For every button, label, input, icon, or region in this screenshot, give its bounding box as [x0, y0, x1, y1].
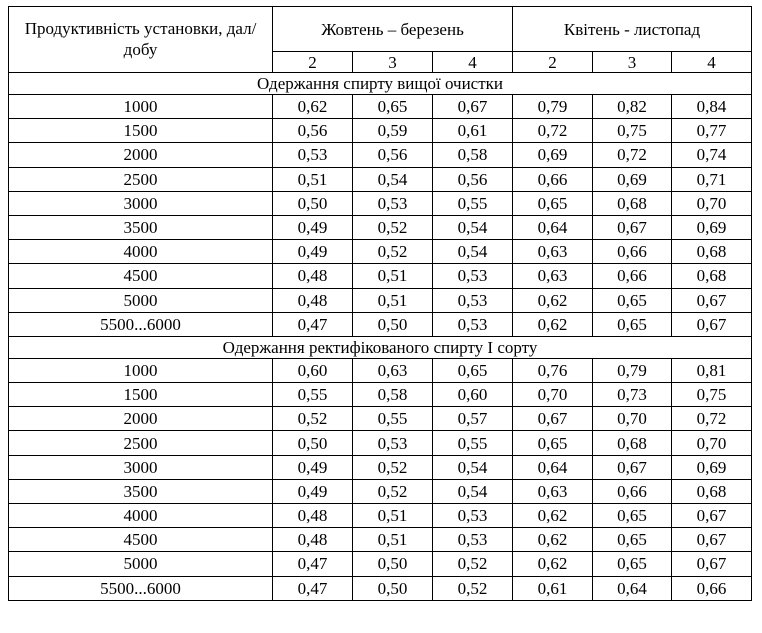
value-cell: 0,53 — [353, 191, 433, 215]
value-cell: 0,70 — [513, 383, 593, 407]
value-cell: 0,53 — [433, 504, 513, 528]
table-row — [9, 143, 752, 167]
value-cell: 0,60 — [433, 383, 513, 407]
table-row — [9, 312, 752, 336]
value-cell: 0,72 — [513, 119, 593, 143]
value-cell: 0,54 — [433, 215, 513, 239]
productivity-cell: 1000 — [9, 95, 273, 119]
value-cell: 0,65 — [353, 95, 433, 119]
value-cell: 0,53 — [273, 143, 353, 167]
column-number: 4 — [433, 52, 513, 73]
value-cell: 0,49 — [273, 479, 353, 503]
value-cell: 0,62 — [513, 312, 593, 336]
value-cell: 0,79 — [513, 95, 593, 119]
value-cell: 0,50 — [273, 191, 353, 215]
value-cell: 0,51 — [353, 528, 433, 552]
table-row — [9, 264, 752, 288]
value-cell: 0,67 — [672, 528, 752, 552]
value-cell: 0,68 — [593, 431, 672, 455]
column-number: 3 — [593, 52, 672, 73]
value-cell: 0,53 — [353, 431, 433, 455]
value-cell: 0,66 — [513, 167, 593, 191]
table-row — [9, 358, 752, 382]
section-title: Одержання ректифікованого спирту І сорту — [9, 336, 752, 358]
value-cell: 0,50 — [353, 312, 433, 336]
value-cell: 0,67 — [593, 215, 672, 239]
value-cell: 0,65 — [593, 504, 672, 528]
header-row — [9, 7, 752, 52]
value-cell: 0,62 — [513, 528, 593, 552]
table-row — [9, 431, 752, 455]
productivity-cell: 3500 — [9, 479, 273, 503]
value-cell: 0,66 — [593, 479, 672, 503]
value-cell: 0,47 — [273, 576, 353, 600]
value-cell: 0,64 — [513, 215, 593, 239]
value-cell: 0,58 — [353, 383, 433, 407]
value-cell: 0,55 — [433, 191, 513, 215]
value-cell: 0,53 — [433, 288, 513, 312]
productivity-cell: 3000 — [9, 191, 273, 215]
value-cell: 0,65 — [593, 312, 672, 336]
data-table — [8, 6, 752, 601]
value-cell: 0,49 — [273, 240, 353, 264]
value-cell: 0,69 — [672, 215, 752, 239]
section-title-row — [9, 336, 752, 358]
value-cell: 0,55 — [353, 407, 433, 431]
productivity-cell: 2500 — [9, 431, 273, 455]
table-row — [9, 167, 752, 191]
table-row — [9, 528, 752, 552]
value-cell: 0,69 — [513, 143, 593, 167]
table-row — [9, 383, 752, 407]
table-row — [9, 191, 752, 215]
table-row — [9, 504, 752, 528]
value-cell: 0,48 — [273, 264, 353, 288]
productivity-cell: 2000 — [9, 143, 273, 167]
value-cell: 0,67 — [433, 95, 513, 119]
value-cell: 0,81 — [672, 358, 752, 382]
value-cell: 0,73 — [593, 383, 672, 407]
value-cell: 0,75 — [593, 119, 672, 143]
value-cell: 0,63 — [513, 479, 593, 503]
value-cell: 0,58 — [433, 143, 513, 167]
value-cell: 0,64 — [513, 455, 593, 479]
value-cell: 0,55 — [433, 431, 513, 455]
section-title-row — [9, 73, 752, 95]
productivity-cell: 1500 — [9, 383, 273, 407]
table-row — [9, 552, 752, 576]
value-cell: 0,53 — [433, 312, 513, 336]
productivity-cell: 5500...6000 — [9, 576, 273, 600]
value-cell: 0,68 — [672, 264, 752, 288]
value-cell: 0,51 — [273, 167, 353, 191]
value-cell: 0,67 — [672, 312, 752, 336]
productivity-cell: 3500 — [9, 215, 273, 239]
value-cell: 0,67 — [672, 552, 752, 576]
productivity-cell: 4500 — [9, 528, 273, 552]
value-cell: 0,77 — [672, 119, 752, 143]
value-cell: 0,70 — [672, 191, 752, 215]
value-cell: 0,70 — [672, 431, 752, 455]
period-oct-mar-header: Жовтень – березень — [273, 7, 513, 52]
table-body — [9, 73, 752, 601]
column-number: 2 — [513, 52, 593, 73]
value-cell: 0,52 — [273, 407, 353, 431]
table-row — [9, 407, 752, 431]
column-number: 4 — [672, 52, 752, 73]
period-apr-nov-header: Квітень - листопад — [513, 7, 752, 52]
value-cell: 0,57 — [433, 407, 513, 431]
value-cell: 0,72 — [672, 407, 752, 431]
value-cell: 0,74 — [672, 143, 752, 167]
value-cell: 0,63 — [513, 264, 593, 288]
value-cell: 0,50 — [353, 552, 433, 576]
value-cell: 0,68 — [672, 479, 752, 503]
value-cell: 0,67 — [672, 288, 752, 312]
value-cell: 0,52 — [353, 479, 433, 503]
table-row — [9, 240, 752, 264]
table-row — [9, 288, 752, 312]
table-row — [9, 95, 752, 119]
value-cell: 0,66 — [593, 240, 672, 264]
productivity-cell: 5000 — [9, 288, 273, 312]
value-cell: 0,82 — [593, 95, 672, 119]
value-cell: 0,69 — [593, 167, 672, 191]
column-number: 2 — [273, 52, 353, 73]
productivity-cell: 1000 — [9, 358, 273, 382]
value-cell: 0,62 — [273, 95, 353, 119]
value-cell: 0,56 — [433, 167, 513, 191]
value-cell: 0,52 — [433, 576, 513, 600]
section-title: Одержання спирту вищої очистки — [9, 73, 752, 95]
value-cell: 0,48 — [273, 504, 353, 528]
productivity-cell: 2500 — [9, 167, 273, 191]
productivity-cell: 5500...6000 — [9, 312, 273, 336]
value-cell: 0,49 — [273, 215, 353, 239]
value-cell: 0,65 — [593, 528, 672, 552]
value-cell: 0,61 — [513, 576, 593, 600]
value-cell: 0,52 — [353, 455, 433, 479]
value-cell: 0,50 — [353, 576, 433, 600]
value-cell: 0,63 — [353, 358, 433, 382]
value-cell: 0,50 — [273, 431, 353, 455]
value-cell: 0,72 — [593, 143, 672, 167]
value-cell: 0,68 — [672, 240, 752, 264]
value-cell: 0,64 — [593, 576, 672, 600]
productivity-cell: 3000 — [9, 455, 273, 479]
value-cell: 0,60 — [273, 358, 353, 382]
value-cell: 0,67 — [593, 455, 672, 479]
table-row — [9, 479, 752, 503]
value-cell: 0,66 — [672, 576, 752, 600]
table-row — [9, 576, 752, 600]
value-cell: 0,47 — [273, 312, 353, 336]
value-cell: 0,62 — [513, 288, 593, 312]
table-row — [9, 215, 752, 239]
value-cell: 0,76 — [513, 358, 593, 382]
value-cell: 0,66 — [593, 264, 672, 288]
value-cell: 0,51 — [353, 288, 433, 312]
table-row — [9, 455, 752, 479]
value-cell: 0,54 — [433, 240, 513, 264]
productivity-cell: 5000 — [9, 552, 273, 576]
value-cell: 0,54 — [433, 479, 513, 503]
value-cell: 0,51 — [353, 504, 433, 528]
value-cell: 0,70 — [593, 407, 672, 431]
value-cell: 0,53 — [433, 264, 513, 288]
value-cell: 0,48 — [273, 528, 353, 552]
value-cell: 0,61 — [433, 119, 513, 143]
productivity-cell: 2000 — [9, 407, 273, 431]
value-cell: 0,69 — [672, 455, 752, 479]
productivity-column-header: Продуктивність установки, дал/добу — [9, 7, 273, 73]
column-number: 3 — [353, 52, 433, 73]
value-cell: 0,56 — [353, 143, 433, 167]
value-cell: 0,52 — [433, 552, 513, 576]
value-cell: 0,54 — [353, 167, 433, 191]
value-cell: 0,65 — [433, 358, 513, 382]
productivity-cell: 4000 — [9, 240, 273, 264]
value-cell: 0,63 — [513, 240, 593, 264]
value-cell: 0,67 — [672, 504, 752, 528]
value-cell: 0,48 — [273, 288, 353, 312]
value-cell: 0,52 — [353, 215, 433, 239]
value-cell: 0,71 — [672, 167, 752, 191]
value-cell: 0,56 — [273, 119, 353, 143]
value-cell: 0,49 — [273, 455, 353, 479]
value-cell: 0,47 — [273, 552, 353, 576]
value-cell: 0,59 — [353, 119, 433, 143]
value-cell: 0,67 — [513, 407, 593, 431]
value-cell: 0,84 — [672, 95, 752, 119]
value-cell: 0,53 — [433, 528, 513, 552]
value-cell: 0,65 — [593, 288, 672, 312]
productivity-cell: 4000 — [9, 504, 273, 528]
value-cell: 0,65 — [593, 552, 672, 576]
value-cell: 0,68 — [593, 191, 672, 215]
table-row — [9, 119, 752, 143]
value-cell: 0,55 — [273, 383, 353, 407]
productivity-cell: 4500 — [9, 264, 273, 288]
value-cell: 0,52 — [353, 240, 433, 264]
productivity-cell: 1500 — [9, 119, 273, 143]
value-cell: 0,62 — [513, 504, 593, 528]
value-cell: 0,54 — [433, 455, 513, 479]
value-cell: 0,75 — [672, 383, 752, 407]
value-cell: 0,65 — [513, 431, 593, 455]
value-cell: 0,62 — [513, 552, 593, 576]
value-cell: 0,65 — [513, 191, 593, 215]
value-cell: 0,51 — [353, 264, 433, 288]
value-cell: 0,79 — [593, 358, 672, 382]
